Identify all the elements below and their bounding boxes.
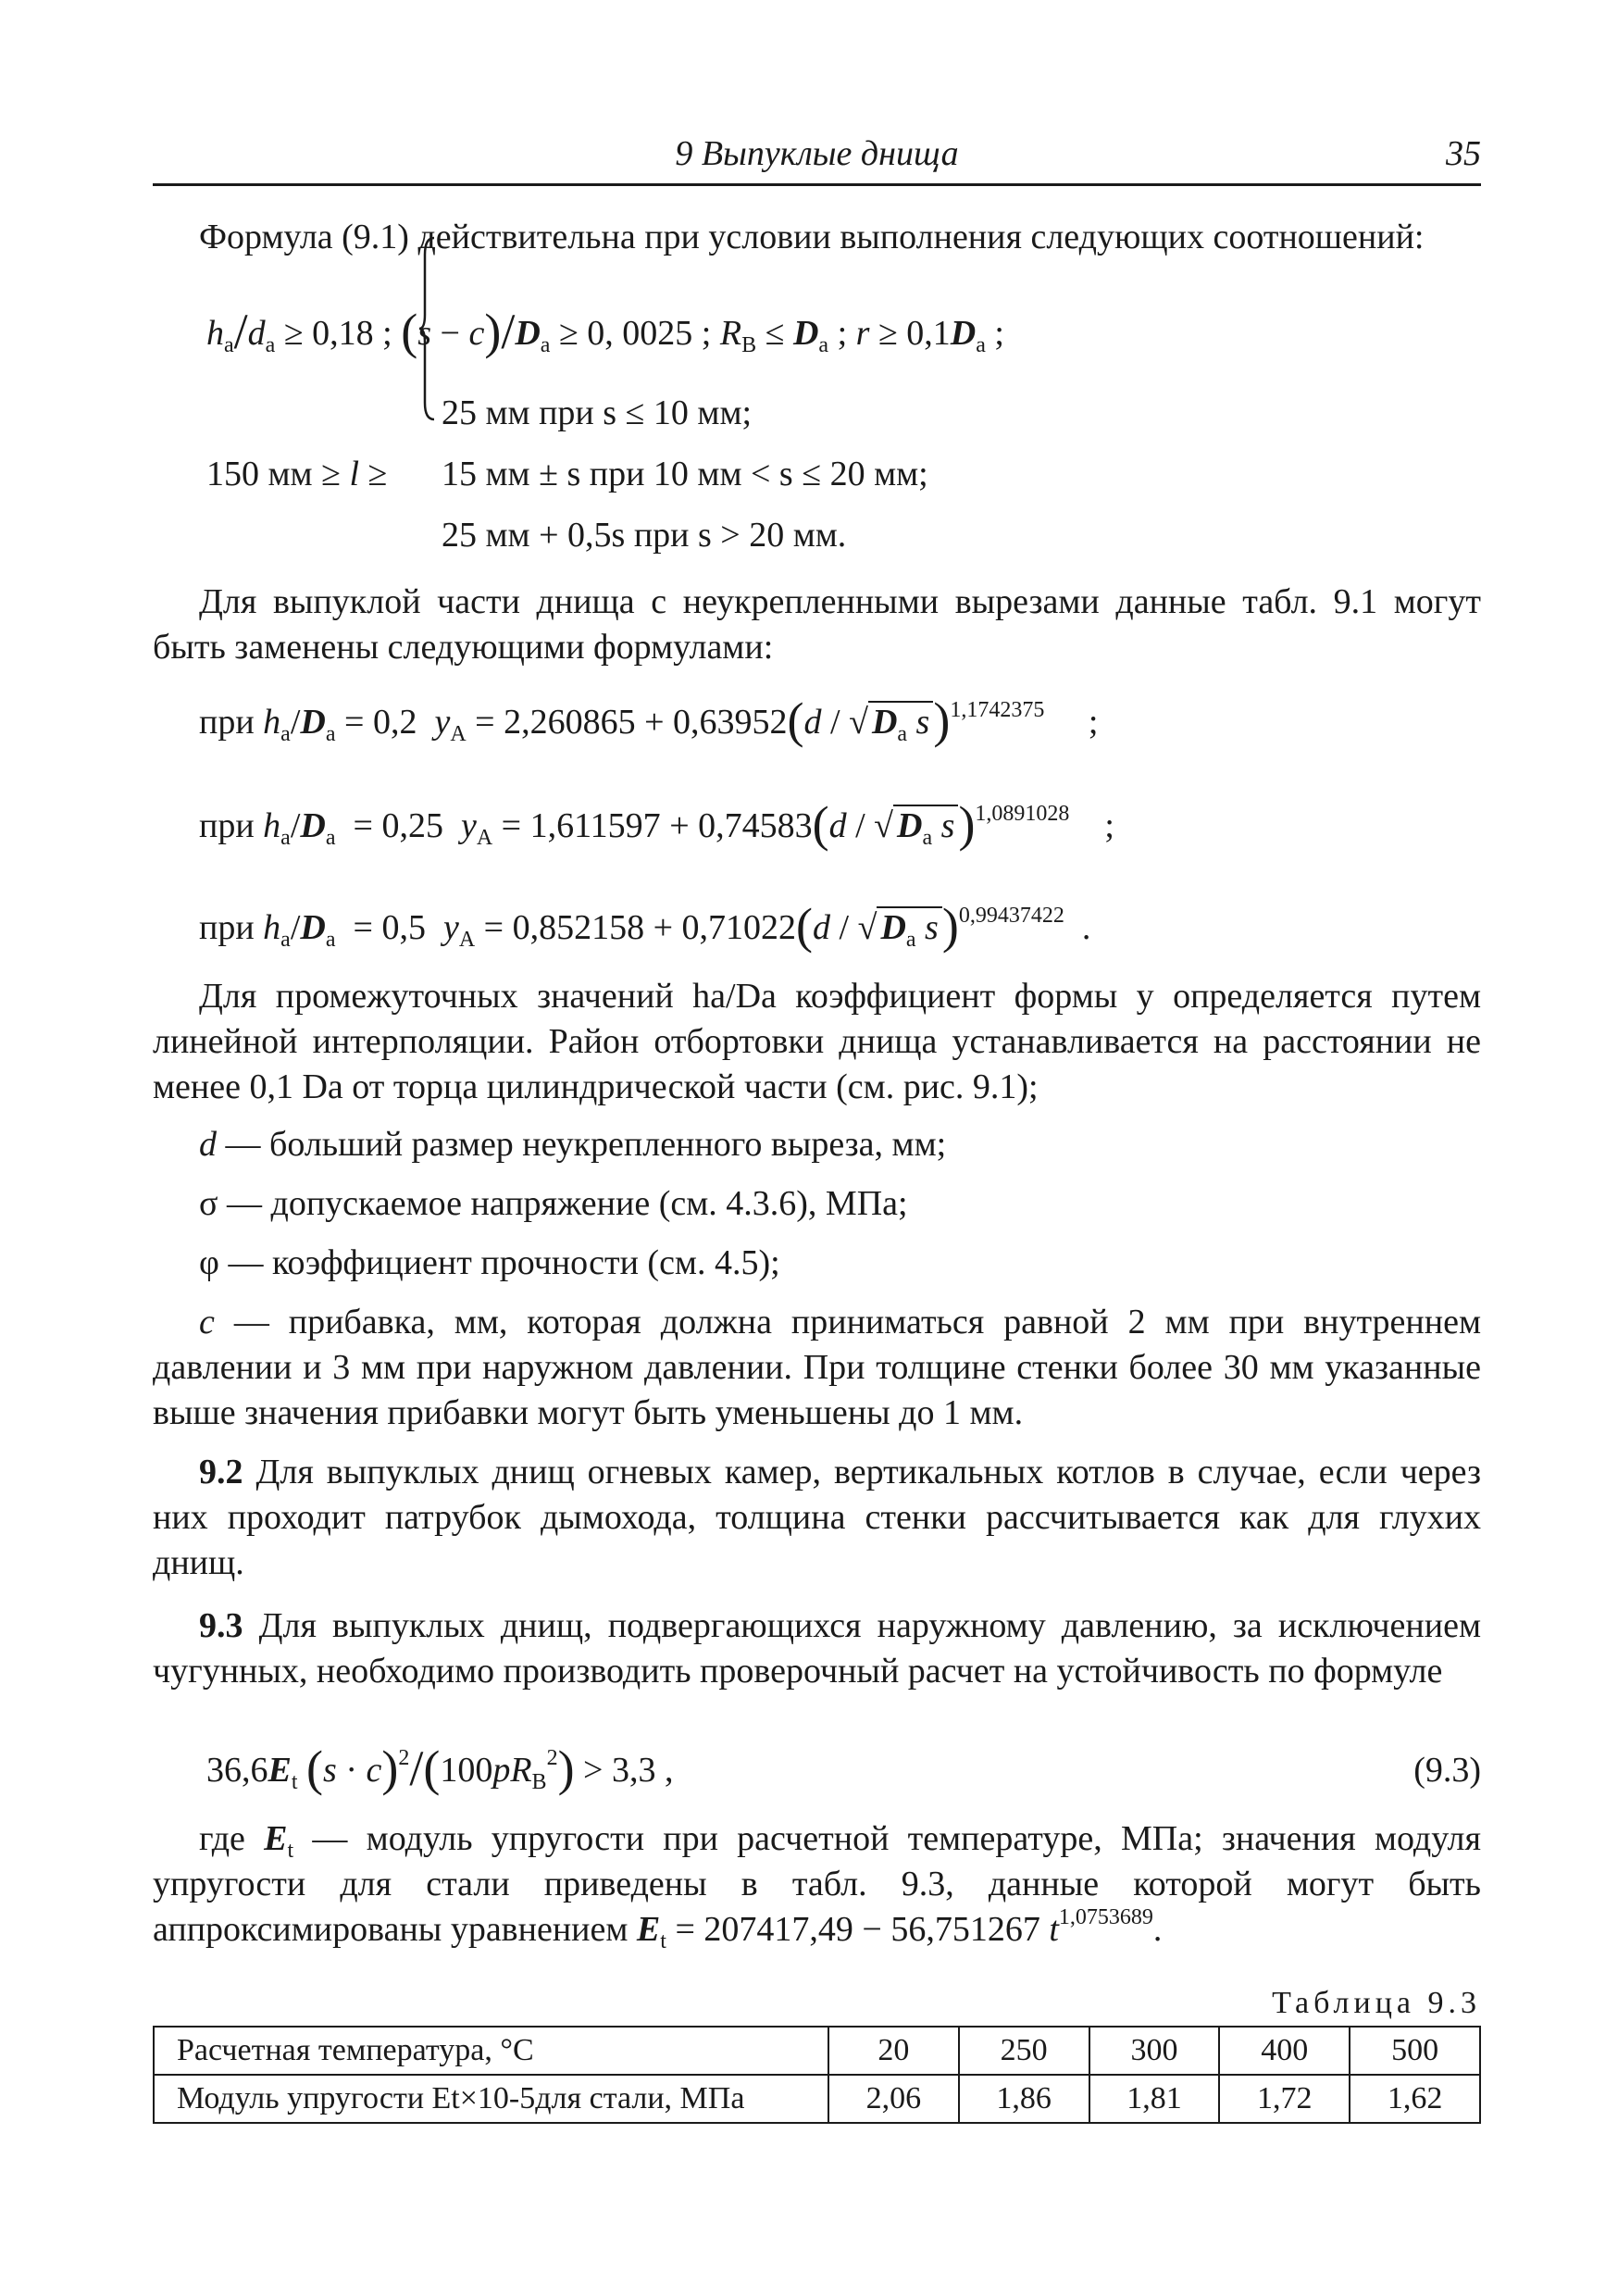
section-9-3: 9.3 Для выпуклых днищ, подвергающихся наружному давлению, за исключением чугунных, необходимо производить проверочный расчет на устойчивость по формуле — [153, 1606, 1481, 1691]
curly-brace-icon — [419, 236, 436, 421]
page-number: 35 — [1446, 134, 1481, 173]
table-cell: 1,72 — [1219, 2075, 1350, 2123]
table-cell: 300 — [1089, 2027, 1220, 2075]
approx-formula: при $h_a/D_a = 0,25$ $y_A = 1,611597 + 0,74583(d$ / √ $D_a$ s)$^{1,0891028}$ ; — [199, 796, 1114, 852]
definition-item: c — прибавка, мм, которая должна приниматься равной 2 мм при внутреннем давлении и 3 мм при наружном давлении. При толщине стенки более 30 мм указанные выше значения прибавки могут быть уменьшены до 1 мм. — [153, 1303, 1481, 1432]
formula-number: (9.3) — [1413, 1751, 1481, 1790]
approx-formula: при $h_a/D_a = 0,5$ $y_A = 0,852158 + 0,71022(d$ / √ $D_a$ s)$^{0,99437422}$ . — [199, 898, 1091, 954]
row-label: Расчетная температура, °С — [154, 2027, 828, 2075]
approx-formula: при $h_a/D_a = 0,2$ $y_A = 2,260865 + 0,63952(d$ / √ $D_a$ s)$^{1,1742375}$ ; — [199, 693, 1099, 748]
table-cell: 20 — [828, 2027, 959, 2075]
intro-paragraph: Формула (9.1) действительна при условии выполнения следующих соотношений: — [199, 218, 1425, 256]
section-9-2: 9.2 Для выпуклых днищ огневых камер, вертикальных котлов в случае, если через них проходит патрубок дымохода, толщина стенки рассчитывается как для глухих днищ. — [153, 1453, 1481, 1582]
interpolation-paragraph: Для промежуточных значений ha/Da коэффициент формы y определяется путем линейной интерполяции. Район отбортовки днища устанавливается на расстоянии не менее 0,1 Da от торца цилиндрической части (см. рис. 9.1); — [153, 977, 1481, 1106]
document-page — [153, 0, 1481, 2296]
replace-paragraph: Для выпуклой части днища с неукрепленными вырезами данные табл. 9.1 могут быть заменены следующими формулами: — [153, 582, 1481, 667]
table-cell: 1,62 — [1350, 2075, 1480, 2123]
definition-item: φ — коэффициент прочности (см. 4.5); — [199, 1243, 780, 1282]
l-case: 25 мм при s ≤ 10 мм; — [442, 393, 753, 432]
table-cell: 400 — [1219, 2027, 1350, 2075]
section-title: 9 Выпуклые днища — [675, 134, 959, 173]
table-row — [154, 2027, 1480, 2075]
table-cell: 500 — [1350, 2027, 1480, 2075]
table-cell: 250 — [959, 2027, 1089, 2075]
l-range-prefix: 150 мм ≥ l ≥ — [206, 455, 388, 493]
definition-item: σ — допускаемое напряжение (см. 4.3.6), МПа; — [199, 1184, 908, 1223]
conditions-formula: $h_a/d_a \ge 0,18$ ; $(s - c)/D_a \ge 0$, 0025 ; $R_B \le D_a$ ; $r \ge 0,1D_a$ ; — [206, 304, 1004, 359]
table-caption: Таблица 9.3 — [1272, 1986, 1481, 2020]
definition-item: d — больший размер неукрепленного выреза, мм; — [199, 1125, 947, 1164]
row-label: Модуль упругости Et×10-5для стали, МПа — [154, 2075, 828, 2123]
l-case: 25 мм + 0,5s при s > 20 мм. — [442, 516, 847, 555]
where-paragraph: где $E_t$ — модуль упругости при расчетной температуре, МПа; значения модуля упругости для стали приведены в табл. 9.3, данные которой могут быть аппроксимированы уравнением $E_t = 207417,49 - 56,751267$ $t^{1,0753689}$. — [153, 1819, 1481, 1953]
l-case: 15 мм ± s при 10 мм < s ≤ 20 мм; — [442, 455, 928, 493]
table-row — [154, 2075, 1480, 2123]
formula-9-3: $36,6E_t$ $(s \cdot c)^2/(100pR_B^2) > 3,3$ , — [206, 1741, 674, 1796]
modulus-table — [153, 2026, 1481, 2124]
running-header — [153, 130, 1481, 186]
table-cell: 1,81 — [1089, 2075, 1220, 2123]
table-cell: 2,06 — [828, 2075, 959, 2123]
table-cell: 1,86 — [959, 2075, 1089, 2123]
